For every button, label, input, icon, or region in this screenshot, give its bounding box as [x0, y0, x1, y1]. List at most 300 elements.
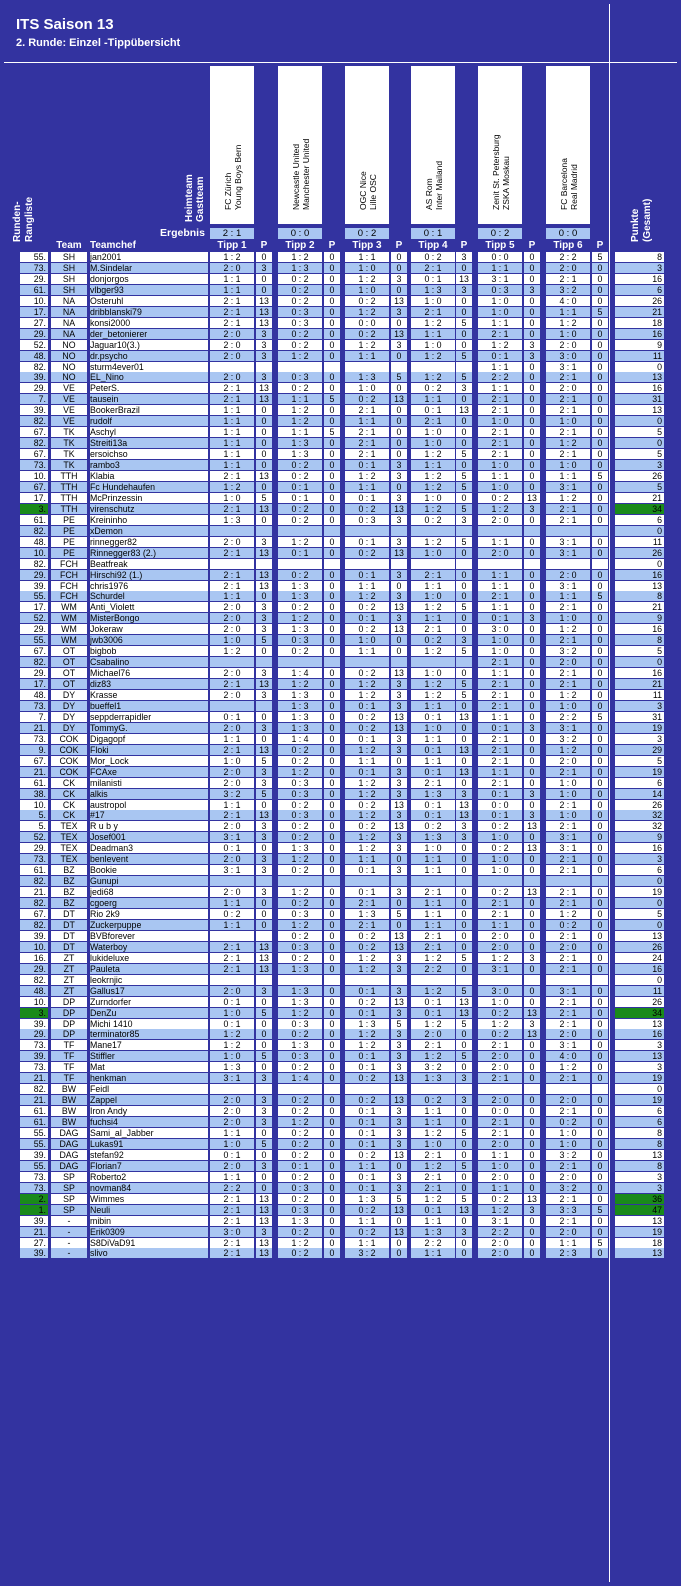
- rank-cell: 73.: [20, 854, 48, 864]
- tipp-4-cell: 1 : 0: [411, 493, 455, 503]
- tipp-3-cell: 1 : 1: [345, 1216, 389, 1226]
- points-2-cell: 0: [324, 800, 340, 810]
- tipp-6-cell: 2 : 0: [546, 657, 590, 667]
- tipp-1-cell: 1 : 0: [210, 1139, 254, 1149]
- rank-cell: 73.: [20, 263, 48, 273]
- points-2-cell: 0: [324, 942, 340, 952]
- points-6-cell: 0: [592, 723, 608, 733]
- match-6-teams: [546, 66, 590, 224]
- teamchef-cell: Wimmes: [90, 1194, 208, 1204]
- teamchef-cell: benlevent: [90, 854, 208, 864]
- rank-cell: 82.: [20, 526, 48, 536]
- teamchef-cell: rinnegger82: [90, 537, 208, 547]
- points-4-cell: 0: [456, 1139, 472, 1149]
- table-row: [4, 526, 677, 536]
- rank-cell: 39.: [20, 1248, 48, 1258]
- tipp-3-cell: [345, 1084, 389, 1094]
- table-row: [4, 756, 677, 766]
- rank-cell: 61.: [20, 1106, 48, 1116]
- tipp-2-cell: 0 : 2: [278, 1062, 322, 1072]
- match-2-teams: [278, 66, 322, 224]
- points-6-cell: 0: [592, 624, 608, 634]
- tipp-5-cell: [478, 1084, 522, 1094]
- points-4-cell: 0: [456, 701, 472, 711]
- tipp-4-cell: 1 : 1: [411, 613, 455, 623]
- match-6-text: [546, 70, 590, 220]
- tipp-1-cell: 2 : 0: [210, 1117, 254, 1127]
- points-4-cell: 0: [456, 668, 472, 678]
- points-5-cell: 0: [524, 383, 540, 393]
- rank-cell: 3.: [20, 1008, 48, 1018]
- tipp-3-cell: 1 : 3: [345, 1194, 389, 1204]
- points-1-cell: 3: [256, 537, 272, 547]
- tipp-3-cell: 1 : 1: [345, 482, 389, 492]
- tipp-5-cell: 0 : 0: [478, 1106, 522, 1116]
- points-4-cell: 3: [456, 1073, 472, 1083]
- teamchef-cell: virenschutz: [90, 504, 208, 514]
- tipp-4-cell: 3 : 2: [411, 1062, 455, 1072]
- table-row: [4, 537, 677, 547]
- points-5-cell: 3: [524, 340, 540, 350]
- table-row: [4, 986, 677, 996]
- points-3-cell: [391, 526, 407, 536]
- tipp-3-cell: 0 : 2: [345, 712, 389, 722]
- points-2-cell: 0: [324, 854, 340, 864]
- points-6-cell: 0: [592, 1029, 608, 1039]
- points-6-cell: 5: [592, 471, 608, 481]
- tipp-2-cell: 1 : 3: [278, 438, 322, 448]
- points-3-cell: 0: [391, 646, 407, 656]
- tipp-1-cell: 2 : 1: [210, 581, 254, 591]
- points-5-cell: 0: [524, 416, 540, 426]
- points-2-cell: 0: [324, 405, 340, 415]
- rank-cell: 48.: [20, 351, 48, 361]
- teamchef-cell: Schurdel: [90, 591, 208, 601]
- tipp-6-cell: 2 : 0: [546, 570, 590, 580]
- tipp-1-cell: 2 : 0: [210, 263, 254, 273]
- points-1-cell: 0: [256, 405, 272, 415]
- tipp-6-cell: 2 : 1: [546, 898, 590, 908]
- table-row: [4, 1139, 677, 1149]
- tipp-1-cell: 2 : 1: [210, 1238, 254, 1248]
- points-5-cell: [524, 876, 540, 886]
- points-3-cell: 3: [391, 1029, 407, 1039]
- teamchef-cell: Stiffler: [90, 1051, 208, 1061]
- tipp-2-cell: 1 : 3: [278, 1216, 322, 1226]
- points-3-cell: 13: [391, 942, 407, 952]
- table-row: [4, 1106, 677, 1116]
- points-3-cell: 3: [391, 690, 407, 700]
- table-row: [4, 1062, 677, 1072]
- tipp-6-cell: 3 : 1: [546, 548, 590, 558]
- total-points-cell: 16: [615, 843, 664, 853]
- points-5-cell: 0: [524, 646, 540, 656]
- total-points-cell: 0: [615, 559, 664, 569]
- total-points-cell: 36: [615, 1194, 664, 1204]
- tipp-3-cell: 1 : 2: [345, 1029, 389, 1039]
- team-cell: BW: [51, 1117, 87, 1127]
- points-6-cell: 0: [592, 756, 608, 766]
- total-points-cell: 16: [615, 624, 664, 634]
- teamchef-cell: Streiti13a: [90, 438, 208, 448]
- teamchef-cell: Pauleta: [90, 964, 208, 974]
- total-points-cell: 9: [615, 832, 664, 842]
- rank-cell: 73.: [20, 460, 48, 470]
- total-points-cell: 8: [615, 635, 664, 645]
- tipp-4-cell: 1 : 0: [411, 843, 455, 853]
- points-6-cell: 0: [592, 745, 608, 755]
- points-3-cell: [391, 657, 407, 667]
- points-3-cell: 3: [391, 1106, 407, 1116]
- points-4-cell: 0: [456, 493, 472, 503]
- tipp-4-cell: 2 : 0: [411, 1029, 455, 1039]
- points-5-cell: 0: [524, 1062, 540, 1072]
- points-3-cell: 3: [391, 591, 407, 601]
- team-cell: SH: [51, 285, 87, 295]
- tipp-3-cell: 1 : 1: [345, 416, 389, 426]
- team-cell: NA: [51, 329, 87, 339]
- total-points-cell: 13: [615, 1150, 664, 1160]
- points-1-cell: 0: [256, 591, 272, 601]
- away-team: Manchester United: [301, 138, 311, 210]
- teamchef-cell: R u b y: [90, 821, 208, 831]
- tipp-5-cell: 2 : 1: [478, 438, 522, 448]
- points-1-cell: 0: [256, 997, 272, 1007]
- tipp-2-cell: 1 : 2: [278, 351, 322, 361]
- home-team: Zenit St. Petersburg: [491, 134, 501, 210]
- points-1-cell: 13: [256, 745, 272, 755]
- points-5-cell: 0: [524, 635, 540, 645]
- points-5-cell: 13: [524, 1029, 540, 1039]
- points-3-cell: 13: [391, 800, 407, 810]
- teamchef-cell: Josef001: [90, 832, 208, 842]
- points-6-cell: 0: [592, 821, 608, 831]
- tipp-3-cell: [345, 362, 389, 372]
- points-3-cell: 0: [391, 427, 407, 437]
- points-1-cell: 13: [256, 1216, 272, 1226]
- team-cell: TF: [51, 1051, 87, 1061]
- table-row: [4, 351, 677, 361]
- rank-cell: 82.: [20, 559, 48, 569]
- tipp-4-cell: [411, 1084, 455, 1094]
- tipp-1-cell: 2 : 1: [210, 570, 254, 580]
- table-row: [4, 1084, 677, 1094]
- points-6-cell: 0: [592, 1073, 608, 1083]
- runden-label: Runden-: [12, 201, 23, 242]
- tipp-4-cell: [411, 526, 455, 536]
- tipp-3-cell: 0 : 2: [345, 624, 389, 634]
- rank-cell: 10.: [20, 296, 48, 306]
- team-cell: DP: [51, 1029, 87, 1039]
- points-3-header: P: [395, 240, 403, 251]
- tipp-2-cell: 0 : 2: [278, 460, 322, 470]
- tipp-1-cell: [210, 931, 254, 941]
- tipp-6-cell: 1 : 2: [546, 318, 590, 328]
- points-1-cell: 3: [256, 832, 272, 842]
- tipp-6-cell: 2 : 1: [546, 887, 590, 897]
- points-5-cell: 0: [524, 997, 540, 1007]
- points-6-cell: 5: [592, 252, 608, 262]
- team-cell: WM: [51, 602, 87, 612]
- points-5-cell: 0: [524, 581, 540, 591]
- rank-cell: 61.: [20, 285, 48, 295]
- points-1-cell: 0: [256, 1040, 272, 1050]
- tipp-6-cell: 1 : 2: [546, 909, 590, 919]
- team-cell: OT: [51, 679, 87, 689]
- tipp-2-cell: 1 : 2: [278, 252, 322, 262]
- tipp-4-cell: 1 : 1: [411, 1216, 455, 1226]
- points-3-cell: 13: [391, 668, 407, 678]
- total-points-cell: 0: [615, 526, 664, 536]
- tipp-5-cell: 1 : 2: [478, 953, 522, 963]
- points-1-cell: 13: [256, 1238, 272, 1248]
- points-2-cell: 0: [324, 756, 340, 766]
- points-2-cell: 0: [324, 668, 340, 678]
- points-2-cell: 0: [324, 1062, 340, 1072]
- tipp-3-cell: 0 : 2: [345, 548, 389, 558]
- points-3-cell: 5: [391, 372, 407, 382]
- total-points-cell: 13: [615, 581, 664, 591]
- team-cell: SP: [51, 1183, 87, 1193]
- points-1-cell: 13: [256, 570, 272, 580]
- points-1-cell: 3: [256, 340, 272, 350]
- rank-cell: 10.: [20, 548, 48, 558]
- tipp-1-cell: 1 : 1: [210, 898, 254, 908]
- total-points-cell: 26: [615, 942, 664, 952]
- points-4-cell: 13: [456, 745, 472, 755]
- tipp-5-cell: 1 : 1: [478, 362, 522, 372]
- rank-cell: 2.: [20, 1194, 48, 1204]
- points-2-cell: 0: [324, 701, 340, 711]
- points-3-cell: 3: [391, 843, 407, 853]
- points-6-cell: 0: [592, 964, 608, 974]
- tipp-3-cell: 0 : 2: [345, 800, 389, 810]
- total-points-cell: 21: [615, 307, 664, 317]
- points-3-cell: 3: [391, 1128, 407, 1138]
- tipp-2-cell: 1 : 2: [278, 1117, 322, 1127]
- points-2-cell: 5: [324, 394, 340, 404]
- tipp-4-cell: 0 : 2: [411, 383, 455, 393]
- tipp-3-cell: 0 : 1: [345, 1117, 389, 1127]
- tipp-5-cell: 0 : 3: [478, 285, 522, 295]
- table-row: [4, 548, 677, 558]
- total-points-cell: 13: [615, 1248, 664, 1258]
- tipp-3-cell: 0 : 1: [345, 537, 389, 547]
- tipp-3-cell: 0 : 1: [345, 701, 389, 711]
- team-header: Team: [56, 240, 82, 251]
- table-row: [4, 646, 677, 656]
- tipp-4-cell: 2 : 2: [411, 1238, 455, 1248]
- points-5-cell: 0: [524, 548, 540, 558]
- total-points-cell: 5: [615, 646, 664, 656]
- points-2-cell: 0: [324, 1150, 340, 1160]
- points-6-cell: 0: [592, 1008, 608, 1018]
- tipp-2-cell: 0 : 2: [278, 832, 322, 842]
- points-1-cell: 3: [256, 372, 272, 382]
- points-1-cell: 0: [256, 274, 272, 284]
- tipp-4-cell: 0 : 1: [411, 405, 455, 415]
- points-4-cell: 0: [456, 307, 472, 317]
- tipp-6-cell: 2 : 1: [546, 931, 590, 941]
- tipp-6-cell: 2 : 1: [546, 767, 590, 777]
- tipp-6-cell: 2 : 1: [546, 964, 590, 974]
- total-points-cell: 13: [615, 1051, 664, 1061]
- points-2-cell: 0: [324, 920, 340, 930]
- points-5-cell: [524, 975, 540, 985]
- rank-cell: 55.: [20, 1128, 48, 1138]
- points-4-cell: 3: [456, 832, 472, 842]
- total-points-cell: 19: [615, 1227, 664, 1237]
- teamchef-cell: Hirschi92 (1.): [90, 570, 208, 580]
- points-3-cell: 13: [391, 1073, 407, 1083]
- teamchef-cell: Osteruhl: [90, 296, 208, 306]
- points-5-cell: 0: [524, 1051, 540, 1061]
- tipp-1-cell: 2 : 1: [210, 964, 254, 974]
- tipp-6-cell: 4 : 0: [546, 1051, 590, 1061]
- points-2-cell: 0: [324, 1040, 340, 1050]
- tipp-4-cell: 0 : 1: [411, 810, 455, 820]
- total-points-cell: 21: [615, 602, 664, 612]
- points-6-cell: 0: [592, 504, 608, 514]
- tipp-2-cell: 0 : 1: [278, 1161, 322, 1171]
- tipp-4-cell: 0 : 1: [411, 767, 455, 777]
- table-row: [4, 570, 677, 580]
- total-points-cell: 26: [615, 548, 664, 558]
- tipp-3-cell: 1 : 1: [345, 1161, 389, 1171]
- points-3-cell: 3: [391, 471, 407, 481]
- total-points-cell: 19: [615, 767, 664, 777]
- tipp-2-cell: 0 : 2: [278, 383, 322, 393]
- total-points-cell: 26: [615, 296, 664, 306]
- home-team: FC Zürich: [223, 172, 233, 210]
- teamchef-cell: TommyG.: [90, 723, 208, 733]
- teamchef-cell: sturm4ever01: [90, 362, 208, 372]
- rank-cell: 52.: [20, 340, 48, 350]
- tipp-5-cell: 2 : 1: [478, 745, 522, 755]
- total-points-cell: 0: [615, 920, 664, 930]
- tipp-5-cell: 2 : 1: [478, 394, 522, 404]
- points-1-cell: 13: [256, 504, 272, 514]
- rank-cell: 17.: [20, 307, 48, 317]
- points-2-header: P: [328, 240, 336, 251]
- points-2-cell: 0: [324, 1139, 340, 1149]
- tipp-6-cell: 2 : 0: [546, 1227, 590, 1237]
- rank-cell: 55.: [20, 252, 48, 262]
- team-cell: NA: [51, 296, 87, 306]
- points-6-cell: 0: [592, 613, 608, 623]
- points-4-cell: 3: [456, 635, 472, 645]
- points-6-cell: 0: [592, 416, 608, 426]
- points-6-cell: 0: [592, 581, 608, 591]
- tipp-4-cell: 1 : 1: [411, 909, 455, 919]
- points-5-cell: 0: [524, 405, 540, 415]
- rank-cell: 29.: [20, 1029, 48, 1039]
- tipp-3-cell: 0 : 2: [345, 1095, 389, 1105]
- teamchef-cell: Roberto2: [90, 1172, 208, 1182]
- table-row: [4, 296, 677, 306]
- points-5-cell: 0: [524, 263, 540, 273]
- points-6-cell: 0: [592, 1227, 608, 1237]
- points-2-cell: 0: [324, 909, 340, 919]
- points-1-cell: 13: [256, 942, 272, 952]
- points-5-cell: 3: [524, 789, 540, 799]
- teamchef-cell: BookerBrazil: [90, 405, 208, 415]
- match-3-text: [345, 70, 389, 220]
- teamchef-cell: tausein: [90, 394, 208, 404]
- team-cell: DAG: [51, 1161, 87, 1171]
- points-6-cell: 0: [592, 1183, 608, 1193]
- points-2-cell: 0: [324, 1205, 340, 1215]
- tipp-2-cell: [278, 559, 322, 569]
- tipp-5-cell: 0 : 0: [478, 252, 522, 262]
- table-row: [4, 1029, 677, 1039]
- team-cell: PE: [51, 526, 87, 536]
- table-row: [4, 745, 677, 755]
- tipp-3-cell: 0 : 1: [345, 1183, 389, 1193]
- teamchef-cell: rambo3: [90, 460, 208, 470]
- tipp-3-cell: 0 : 2: [345, 1073, 389, 1083]
- tipp-1-cell: 2 : 2: [210, 1183, 254, 1193]
- tipp-6-cell: 0 : 2: [546, 920, 590, 930]
- team-cell: SH: [51, 252, 87, 262]
- points-3-cell: 0: [391, 920, 407, 930]
- tipp-5-cell: 2 : 0: [478, 1238, 522, 1248]
- points-5-cell: 0: [524, 701, 540, 711]
- tipp-3-cell: 0 : 1: [345, 493, 389, 503]
- tipp-6-cell: 1 : 0: [546, 329, 590, 339]
- points-5-cell: 3: [524, 723, 540, 733]
- points-3-cell: 0: [391, 898, 407, 908]
- tipp-5-cell: 0 : 1: [478, 789, 522, 799]
- teamchef-cell: Erik0309: [90, 1227, 208, 1237]
- points-4-cell: 0: [456, 931, 472, 941]
- teamchef-cell: McPrinzessin: [90, 493, 208, 503]
- points-1-cell: [256, 876, 272, 886]
- points-1-cell: 13: [256, 471, 272, 481]
- points-1-cell: 0: [256, 1029, 272, 1039]
- table-row: [4, 1161, 677, 1171]
- tipp-3-cell: 1 : 1: [345, 854, 389, 864]
- tipp-2-cell: 0 : 2: [278, 1139, 322, 1149]
- rank-cell: 82.: [20, 975, 48, 985]
- points-3-cell: 0: [391, 1216, 407, 1226]
- points-4-cell: 5: [456, 537, 472, 547]
- points-6-cell: 0: [592, 427, 608, 437]
- home-team: OGC Nice: [358, 171, 368, 210]
- team-cell: FCH: [51, 581, 87, 591]
- tipp-2-cell: 1 : 3: [278, 997, 322, 1007]
- points-4-cell: 0: [456, 865, 472, 875]
- away-team: Lille OSC: [368, 174, 378, 210]
- rank-cell: 27.: [20, 1238, 48, 1248]
- total-points-cell: 16: [615, 274, 664, 284]
- teamchef-cell: Sami_al_Jabber: [90, 1128, 208, 1138]
- tipp-6-cell: 3 : 2: [546, 285, 590, 295]
- points-6-header: P: [596, 240, 604, 251]
- teamchef-cell: Jaguar10(3.): [90, 340, 208, 350]
- table-row: [4, 909, 677, 919]
- team-cell: TK: [51, 460, 87, 470]
- points-4-cell: 0: [456, 734, 472, 744]
- points-1-cell: 3: [256, 624, 272, 634]
- tipp-3-cell: 0 : 2: [345, 329, 389, 339]
- points-6-cell: 0: [592, 372, 608, 382]
- points-1-cell: 13: [256, 394, 272, 404]
- table-row: [4, 723, 677, 733]
- tipp-5-cell: 1 : 1: [478, 318, 522, 328]
- match-3-teams: [345, 66, 389, 224]
- points-4-cell: 0: [456, 329, 472, 339]
